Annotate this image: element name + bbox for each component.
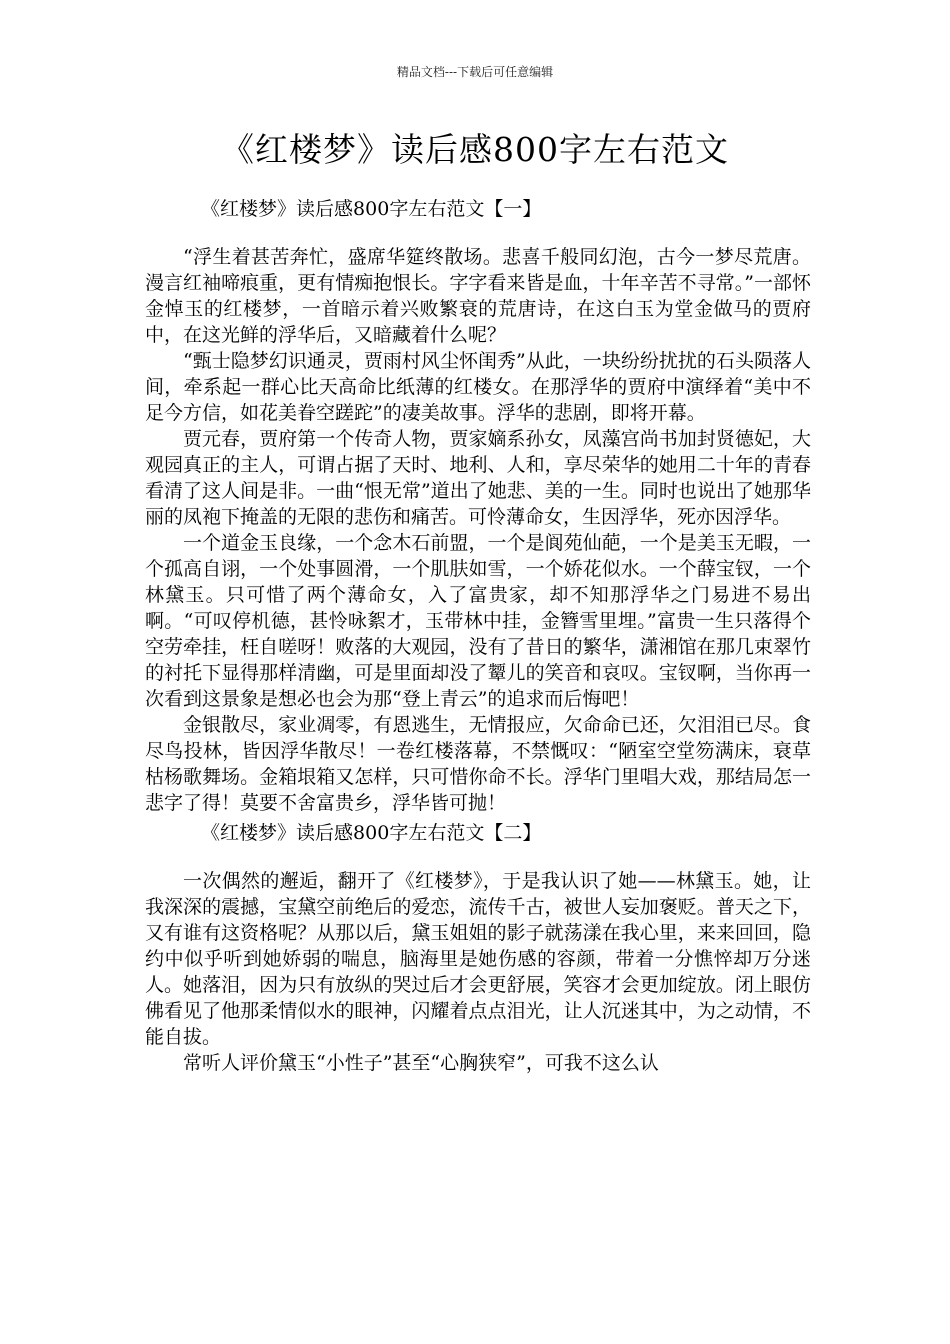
paragraph: 金银散尽，家业凋零，有恩逃生，无情报应，欠命命已还，欠泪泪已尽。食尽鸟投林，皆因浮华散尽！一卷红楼落幕，不禁慨叹：“陋室空堂笏满床，衰草枯杨歌舞场。金箱垠箱又怎样，只可惜你命不长。浮华门里唱大戏，那结局怎一悲字了得！莫要不舍富贵乡，浮华皆可抛！ <box>145 714 811 814</box>
document-title: 《红楼梦》读后感800字左右范文 <box>221 130 729 169</box>
paragraph: 贾元春，贾府第一个传奇人物，贾家嫡系孙女，凤藻宫尚书加封贤德妃，大观园真正的主人，可谓占据了天时、地利、人和，享尽荣华的她用二十年的青春看清了这人间是非。一曲“恨无常”道出了她悲、美的一生。同时也说出了她那华丽的凤袍下掩盖的无限的悲伤和痛苦。可怜薄命女，生因浮华，死亦因浮华。 <box>145 428 811 528</box>
header-note: 精品文档---下载后可任意编辑 <box>396 65 554 79</box>
paragraph: 常听人评价黛玉“小性子”甚至“心胸狭窄”，可我不这么认 <box>183 1052 659 1074</box>
paragraph: “甄士隐梦幻识通灵，贾雨村风尘怀闺秀”从此，一块纷纷扰扰的石头陨落人间，牵系起一群心比天高命比纸薄的红楼女。在那浮华的贾府中演绎着“美中不足今方信，如花美眷空蹉跎”的凄美故事。浮华的悲剧，即将开幕。 <box>145 350 811 424</box>
section-heading-2: 《红楼梦》读后感800字左右范文【二】 <box>201 822 542 844</box>
document-body <box>145 196 811 1076</box>
section-heading-1: 《红楼梦》读后感800字左右范文【一】 <box>201 198 542 220</box>
paragraph: 一个道金玉良缘，一个念木石前盟，一个是阆苑仙葩，一个是美玉无暇，一个孤高自诩，一个处事圆滑，一个肌肤如雪，一个娇花似水。一个薛宝钗，一个林黛玉。只可惜了两个薄命女，入了富贵家，却不知那浮华之门易进不易出啊。“可叹停机德，甚怜咏絮才，玉带林中挂，金簪雪里埋。”富贵一生只落得个空劳牵挂，枉自嗟呀！败落的大观园，没有了昔日的繁华，潇湘馆在那几束翠竹的衬托下显得那样清幽，可是里面却没了颦儿的笑音和哀叹。宝钗啊，当你再一次看到这景象是想必也会为那“登上青云”的追求而后悔吧！ <box>145 532 811 710</box>
paragraph: 一次偶然的邂逅，翻开了《红楼梦》，于是我认识了她——林黛玉。她，让我深深的震撼，宝黛空前绝后的爱恋，流传千古，被世人妄加褒贬。普天之下，又有谁有这资格呢？从那以后，黛玉姐姐的影子就荡漾在我心里，来来回回，隐约中似乎听到她娇弱的喘息，脑海里是她伤感的容颜，带着一分憔悴却万分迷人。她落泪，因为只有放纵的哭过后才会更舒展，笑容才会更加绽放。闭上眼仿佛看见了他那柔情似水的眼神，闪耀着点点泪光，让人沉迷其中，为之动情，不能自拔。 <box>145 870 811 1048</box>
paragraph: “浮生着甚苦奔忙，盛席华筵终散场。悲喜千般同幻泡，古今一梦尽荒唐。漫言红袖啼痕重，更有情痴抱恨长。字字看来皆是血，十年辛苦不寻常。”一部怀金悼玉的红楼梦，一首暗示着兴败繁衰的荒唐诗，在这白玉为堂金做马的贾府中，在这光鲜的浮华后，又暗藏着什么呢？ <box>145 246 811 346</box>
